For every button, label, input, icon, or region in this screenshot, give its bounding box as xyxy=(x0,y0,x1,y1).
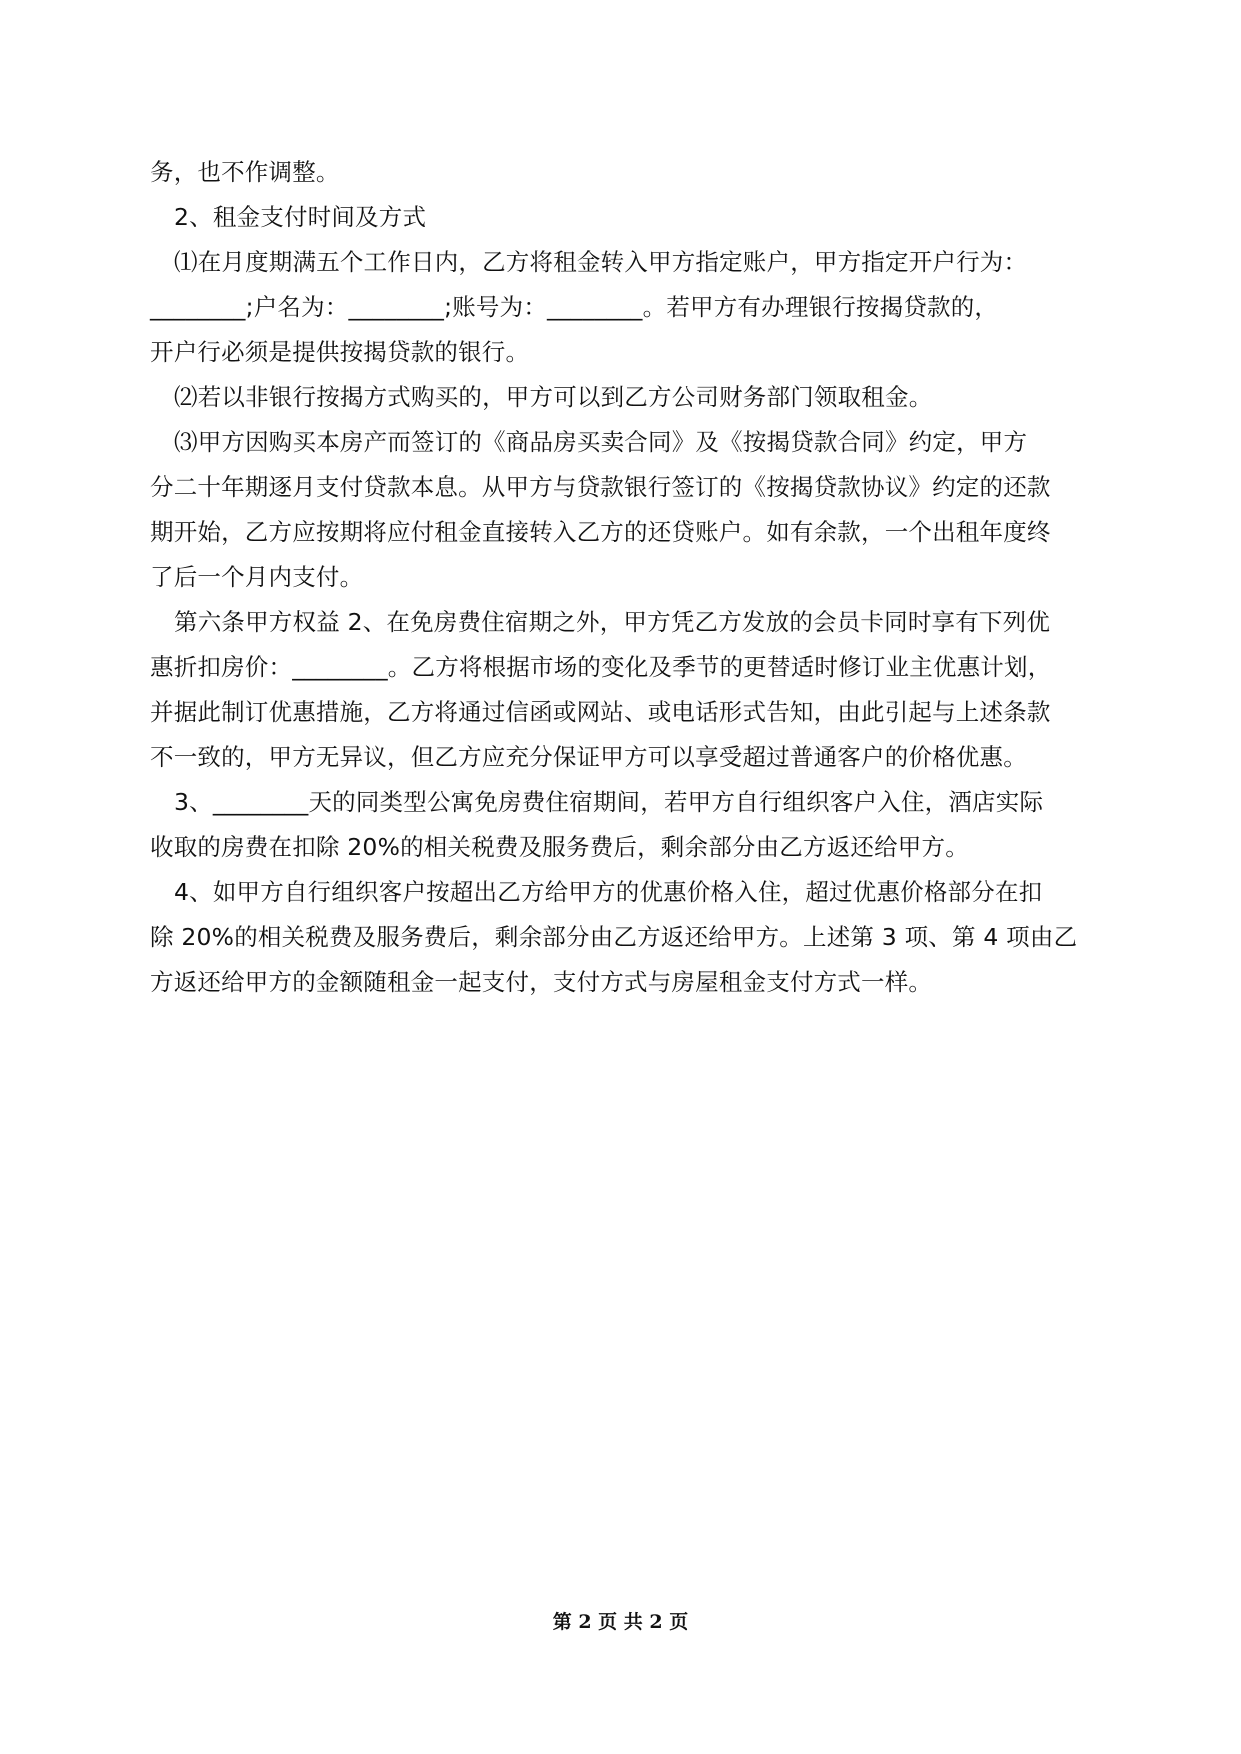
paragraph-line: ⑴在月度期满五个工作日内，乙方将租金转入甲方指定账户，甲方指定开户行为： xyxy=(174,248,1028,276)
page-number-footer: 第 2 页 共 2 页 xyxy=(552,1611,689,1633)
paragraph-line: 并据此制订优惠措施，乙方将通过信函或网站、或电话形式告知，由此引起与上述条款 xyxy=(150,698,1051,726)
paragraph-line: 收取的房费在扣除 20%的相关税费及服务费后，剩余部分由乙方返还给甲方。 xyxy=(150,833,969,861)
paragraph-line: 了后一个月内支付。 xyxy=(150,563,364,591)
paragraph-line: ⑵若以非银行按揭方式购买的，甲方可以到乙方公司财务部门领取租金。 xyxy=(174,383,933,411)
paragraph-line: 分二十年期逐月支付贷款本息。从甲方与贷款银行签订的《按揭贷款协议》约定的还款 xyxy=(150,473,1051,501)
paragraph-line: 务，也不作调整。 xyxy=(150,158,340,186)
paragraph-line: 方返还给甲方的金额随租金一起支付，支付方式与房屋租金支付方式一样。 xyxy=(150,968,933,996)
paragraph-line: 不一致的，甲方无异议，但乙方应充分保证甲方可以享受超过普通客户的价格优惠。 xyxy=(150,743,1027,771)
paragraph-line: 4、如甲方自行组织客户按超出乙方给甲方的优惠价格入住，超过优惠价格部分在扣 xyxy=(174,878,1043,906)
paragraph-line: 除 20%的相关税费及服务费后，剩余部分由乙方返还给甲方。上述第 3 项、第 4 项由乙 xyxy=(150,923,1078,951)
section-heading: 2、租金支付时间及方式 xyxy=(174,203,427,231)
paragraph-line: 期开始，乙方应按期将应付租金直接转入乙方的还贷账户。如有余款，一个出租年度终 xyxy=(150,518,1051,546)
paragraph-line: 3、________天的同类型公寓免房费住宿期间，若甲方自行组织客户入住，酒店实际 xyxy=(174,788,1044,816)
paragraph-line: ________;户名为：________;账号为：________。若甲方有办理银行按揭贷款的， xyxy=(150,293,999,321)
paragraph-line: ⑶甲方因购买本房产而签订的《商品房买卖合同》及《按揭贷款合同》约定，甲方 xyxy=(174,428,1028,456)
paragraph-line: 第六条甲方权益 2、在免房费住宿期之外，甲方凭乙方发放的会员卡同时享有下列优 xyxy=(174,608,1051,636)
paragraph-line: 惠折扣房价：________。乙方将根据市场的变化及季节的更替适时修订业主优惠计划， xyxy=(150,653,1052,681)
paragraph-line: 开户行必须是提供按揭贷款的银行。 xyxy=(150,338,530,366)
